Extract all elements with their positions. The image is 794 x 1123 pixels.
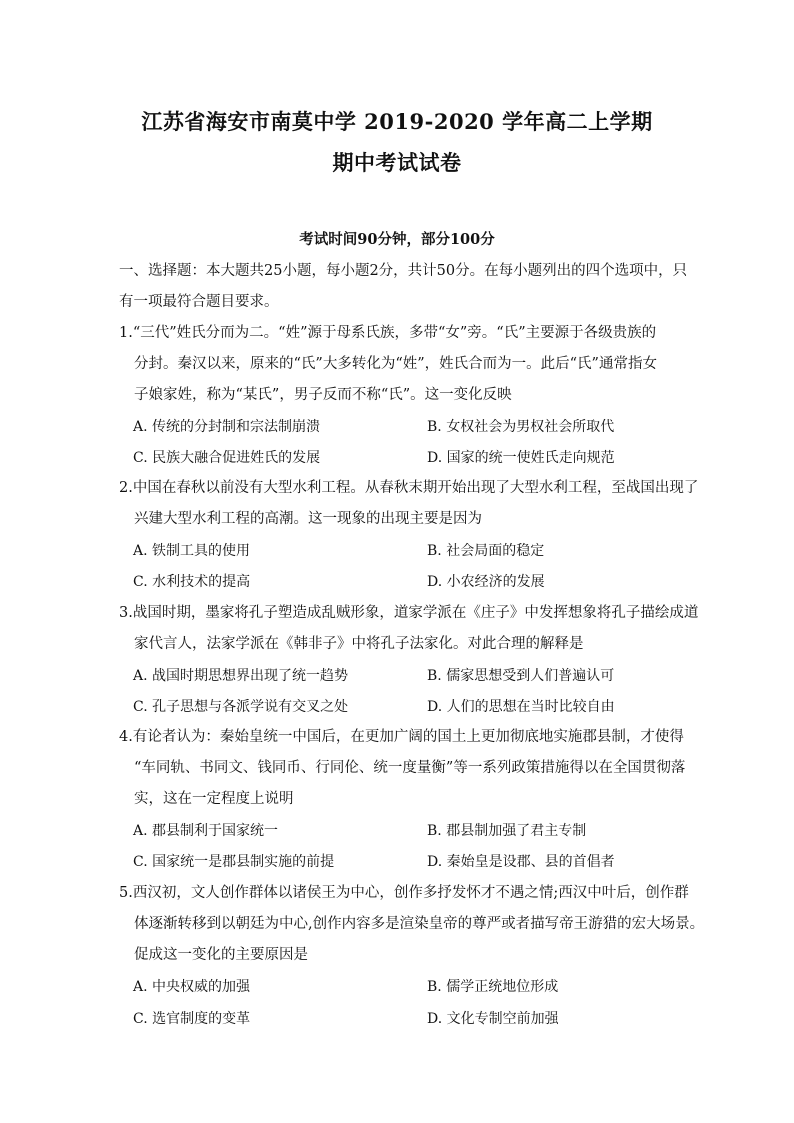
question-4-stem: “车同轨、书同文、钱同币、行同伦、统一度量衡”等一系列政策措施得以在全国贯彻落	[134, 760, 686, 776]
question-3-stem: 3.战国时期，墨家将孔子塑造成乱贼形象，道家学派在《庄子》中发挥想象将孔子描绘成道	[119, 605, 699, 621]
question-1-stem: 1.“三代”姓氏分而为二。“姓”源于母系氏族，多带“女”旁。“氏”主要源于各级贵族的	[119, 325, 657, 341]
question-5-option-d[interactable]: D. 文化专制空前加强	[427, 1011, 559, 1027]
question-5-option-a[interactable]: A. 中央权威的加强	[133, 979, 251, 995]
question-1-option-b[interactable]: B. 女权社会为男权社会所取代	[427, 419, 615, 435]
question-3-option-c[interactable]: C. 孔子思想与各派学说有交叉之处	[133, 699, 349, 715]
question-4-option-a[interactable]: A. 郡县制利于国家统一	[133, 823, 279, 839]
question-2-option-a[interactable]: A. 铁制工具的使用	[133, 543, 251, 559]
question-3-option-b[interactable]: B. 儒家思想受到人们普遍认可	[427, 668, 615, 684]
question-2-stem: 2.中国在春秋以前没有大型水利工程。从春秋末期开始出现了大型水利工程，至战国出现了	[119, 480, 699, 496]
question-2-option-c[interactable]: C. 水利技术的提高	[133, 574, 251, 590]
question-1-stem: 子娘家姓，称为“某氏”，男子反而不称“氏”。这一变化反映	[134, 387, 512, 403]
section-instruction: 一、选择题：本大题共25小题，每小题2分，共计50分。在每小题列出的四个选项中，只	[119, 263, 688, 279]
question-4-option-b[interactable]: B. 郡县制加强了君主专制	[427, 823, 587, 839]
question-1-option-c[interactable]: C. 民族大融合促进姓氏的发展	[133, 450, 321, 466]
question-2-option-d[interactable]: D. 小农经济的发展	[427, 574, 545, 590]
question-5-stem: 体逐渐转移到以朝廷为中心,创作内容多是渲染皇帝的尊严或者描写帝王游猎的宏大场景。	[134, 916, 705, 932]
question-1-stem: 分封。秦汉以来，原来的“氏”大多转化为“姓”，姓氏合而为一。此后“氏”通常指女	[134, 356, 657, 372]
question-5-option-b[interactable]: B. 儒学正统地位形成	[427, 979, 559, 995]
question-4-option-d[interactable]: D. 秦始皇是设郡、县的首倡者	[427, 854, 615, 870]
question-2-option-b[interactable]: B. 社会局面的稳定	[427, 543, 545, 559]
question-1-option-a[interactable]: A. 传统的分封制和宗法制崩溃	[133, 419, 321, 435]
question-2-stem: 兴建大型水利工程的高潮。这一现象的出现主要是因为	[134, 511, 482, 527]
question-4-option-c[interactable]: C. 国家统一是郡县制实施的前提	[133, 854, 335, 870]
question-4-stem: 4.有论者认为：秦始皇统一中国后，在更加广阔的国土上更加彻底地实施郡县制，才使得	[119, 729, 684, 745]
exam-info: 考试时间90分钟，部分100分	[299, 231, 495, 248]
question-4-stem: 实，这在一定程度上说明	[134, 791, 294, 807]
exam-title: 江苏省海安市南莫中学 2019-2020 学年高二上学期	[141, 109, 653, 134]
question-3-stem: 家代言人，法家学派在《韩非子》中将孔子法家化。对此合理的解释是	[134, 636, 584, 652]
section-instruction: 有一项最符合题目要求。	[119, 294, 279, 310]
question-3-option-d[interactable]: D. 人们的思想在当时比较自由	[427, 699, 615, 715]
question-5-stem: 5.西汉初，文人创作群体以诸侯王为中心，创作多抒发怀才不遇之情;西汉中叶后，创作群	[119, 885, 689, 901]
question-5-option-c[interactable]: C. 选官制度的变革	[133, 1011, 251, 1027]
question-1-option-d[interactable]: D. 国家的统一使姓氏走向规范	[427, 450, 615, 466]
question-3-option-a[interactable]: A. 战国时期思想界出现了统一趋势	[133, 668, 349, 684]
exam-subtitle: 期中考试试卷	[332, 150, 462, 175]
question-5-stem: 促成这一变化的主要原因是	[134, 947, 308, 963]
